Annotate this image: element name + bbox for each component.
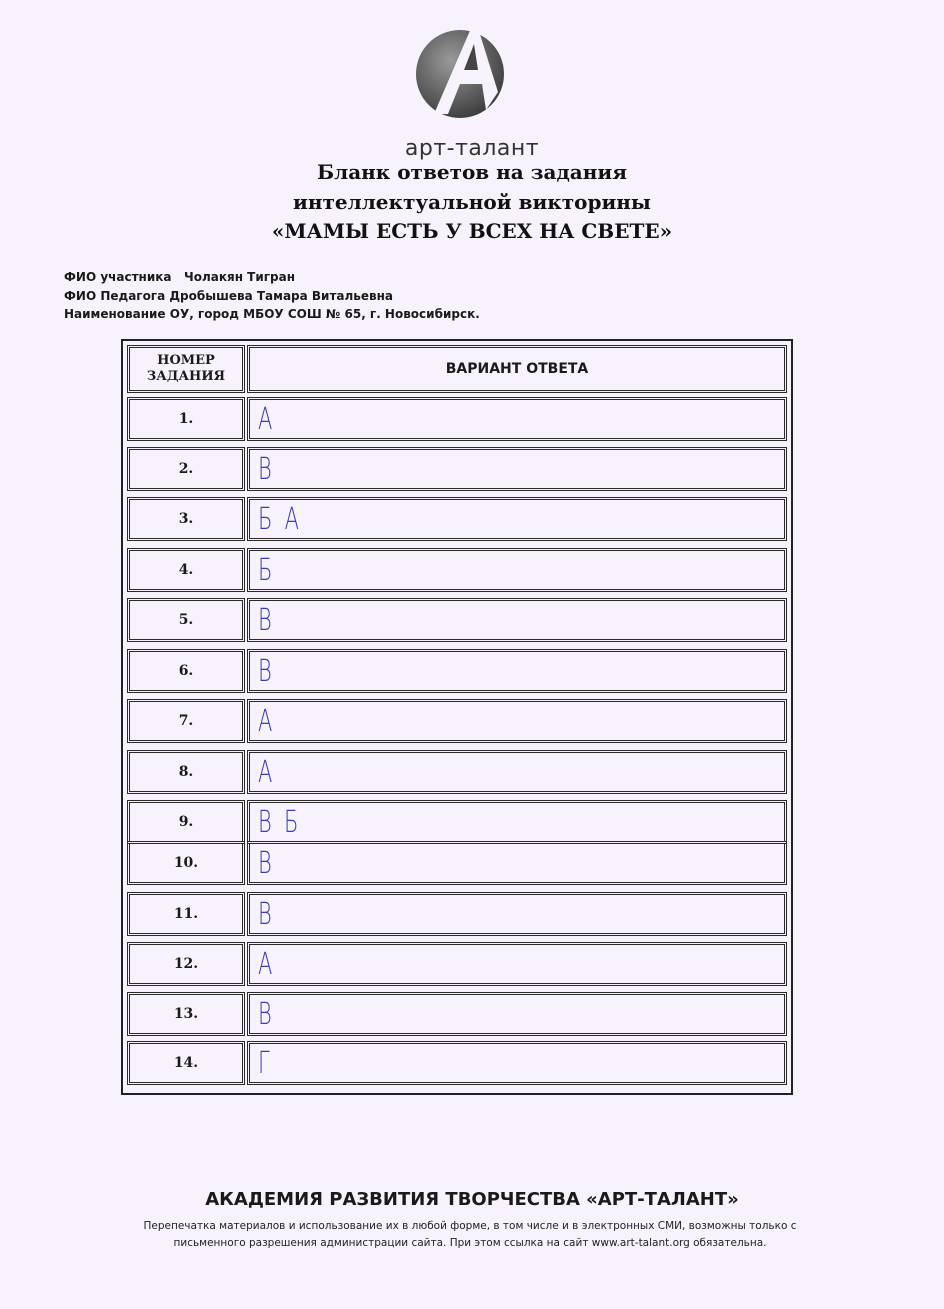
task-number: 6. — [127, 649, 245, 693]
table-row — [127, 397, 787, 441]
answer-cell — [247, 649, 787, 693]
answer-cell — [247, 548, 787, 592]
table-header-row — [127, 345, 787, 393]
answer-cell — [247, 841, 787, 885]
participant-name: ФИО участника Чолакян Тигран — [64, 270, 296, 284]
table-row — [127, 548, 787, 592]
form-title-line-2: интеллектуальной викторины — [293, 190, 651, 214]
handwritten-answer: Б — [258, 552, 276, 588]
task-number: 8. — [127, 750, 245, 794]
handwritten-answer: А — [258, 946, 276, 982]
brand-name: арт-талант — [404, 136, 540, 161]
form-title-line-1: Бланк ответов на задания — [317, 160, 627, 184]
column-header-number-line2: ЗАДАНИЯ — [146, 369, 226, 384]
handwritten-answer: В — [258, 451, 275, 487]
handwritten-answer: Г — [258, 1045, 273, 1081]
table-row — [127, 649, 787, 693]
task-number: 9. — [127, 800, 245, 844]
handwritten-answer: В Б — [258, 804, 302, 840]
answer-cell — [247, 699, 787, 743]
answer-cell — [247, 800, 787, 844]
answer-cell — [247, 598, 787, 642]
quiz-name: «МАМЫ ЕСТЬ У ВСЕХ НА СВЕТЕ» — [271, 219, 673, 243]
handwritten-answer: Б А — [258, 501, 302, 537]
table-row — [127, 942, 787, 986]
column-header-number — [127, 345, 245, 393]
task-number: 5. — [127, 598, 245, 642]
table-row — [127, 699, 787, 743]
handwritten-answer: В — [258, 996, 275, 1032]
answer-cell — [247, 942, 787, 986]
table-row — [127, 750, 787, 794]
table-row — [127, 1041, 787, 1085]
handwritten-answer: А — [258, 703, 276, 739]
table-row — [127, 841, 787, 885]
table-row — [127, 992, 787, 1036]
answer-cell — [247, 750, 787, 794]
answer-cell — [247, 447, 787, 491]
task-number: 4. — [127, 548, 245, 592]
handwritten-answer: В — [258, 845, 275, 881]
task-number: 12. — [127, 942, 245, 986]
copyright-note — [90, 1218, 850, 1252]
table-row — [127, 447, 787, 491]
footer-title: АКАДЕМИЯ РАЗВИТИЯ ТВОРЧЕСТВА «АРТ-ТАЛАНТ» — [205, 1189, 739, 1210]
handwritten-answer: В — [258, 602, 275, 638]
table-row — [127, 800, 787, 844]
answer-cell — [247, 1041, 787, 1085]
table-row — [127, 497, 787, 541]
copyright-note-line2: письменного разрешения администрации сайта. При этом ссылка на сайт www.art-talant.org обязательна. — [173, 1237, 767, 1249]
table-row — [127, 598, 787, 642]
task-number: 13. — [127, 992, 245, 1036]
column-header-number-line1: НОМЕР — [157, 353, 215, 368]
handwritten-answer: В — [258, 896, 275, 932]
answer-cell — [247, 497, 787, 541]
answer-table — [121, 339, 793, 1095]
handwritten-answer: А — [258, 754, 276, 790]
handwritten-answer: А — [258, 401, 276, 437]
handwritten-answer: В — [258, 653, 275, 689]
column-header-answer: ВАРИАНТ ОТВЕТА — [247, 345, 787, 393]
answer-cell — [247, 992, 787, 1036]
task-number: 3. — [127, 497, 245, 541]
table-row — [127, 892, 787, 936]
answer-cell — [247, 397, 787, 441]
school-name: Наименование ОУ, город МБОУ СОШ № 65, г. Новосибирск. — [64, 307, 480, 321]
task-number: 1. — [127, 397, 245, 441]
teacher-name: ФИО Педагога Дробышева Тамара Витальевна — [64, 289, 394, 303]
task-number: 7. — [127, 699, 245, 743]
task-number: 14. — [127, 1041, 245, 1085]
task-number: 2. — [127, 447, 245, 491]
task-number: 11. — [127, 892, 245, 936]
task-number: 10. — [127, 841, 245, 885]
art-talant-logo-icon — [412, 22, 508, 122]
copyright-note-line1: Перепечатка материалов и использование их в любой форме, в том числе и в электронных СМИ, возможны только с — [143, 1220, 797, 1232]
answer-cell — [247, 892, 787, 936]
